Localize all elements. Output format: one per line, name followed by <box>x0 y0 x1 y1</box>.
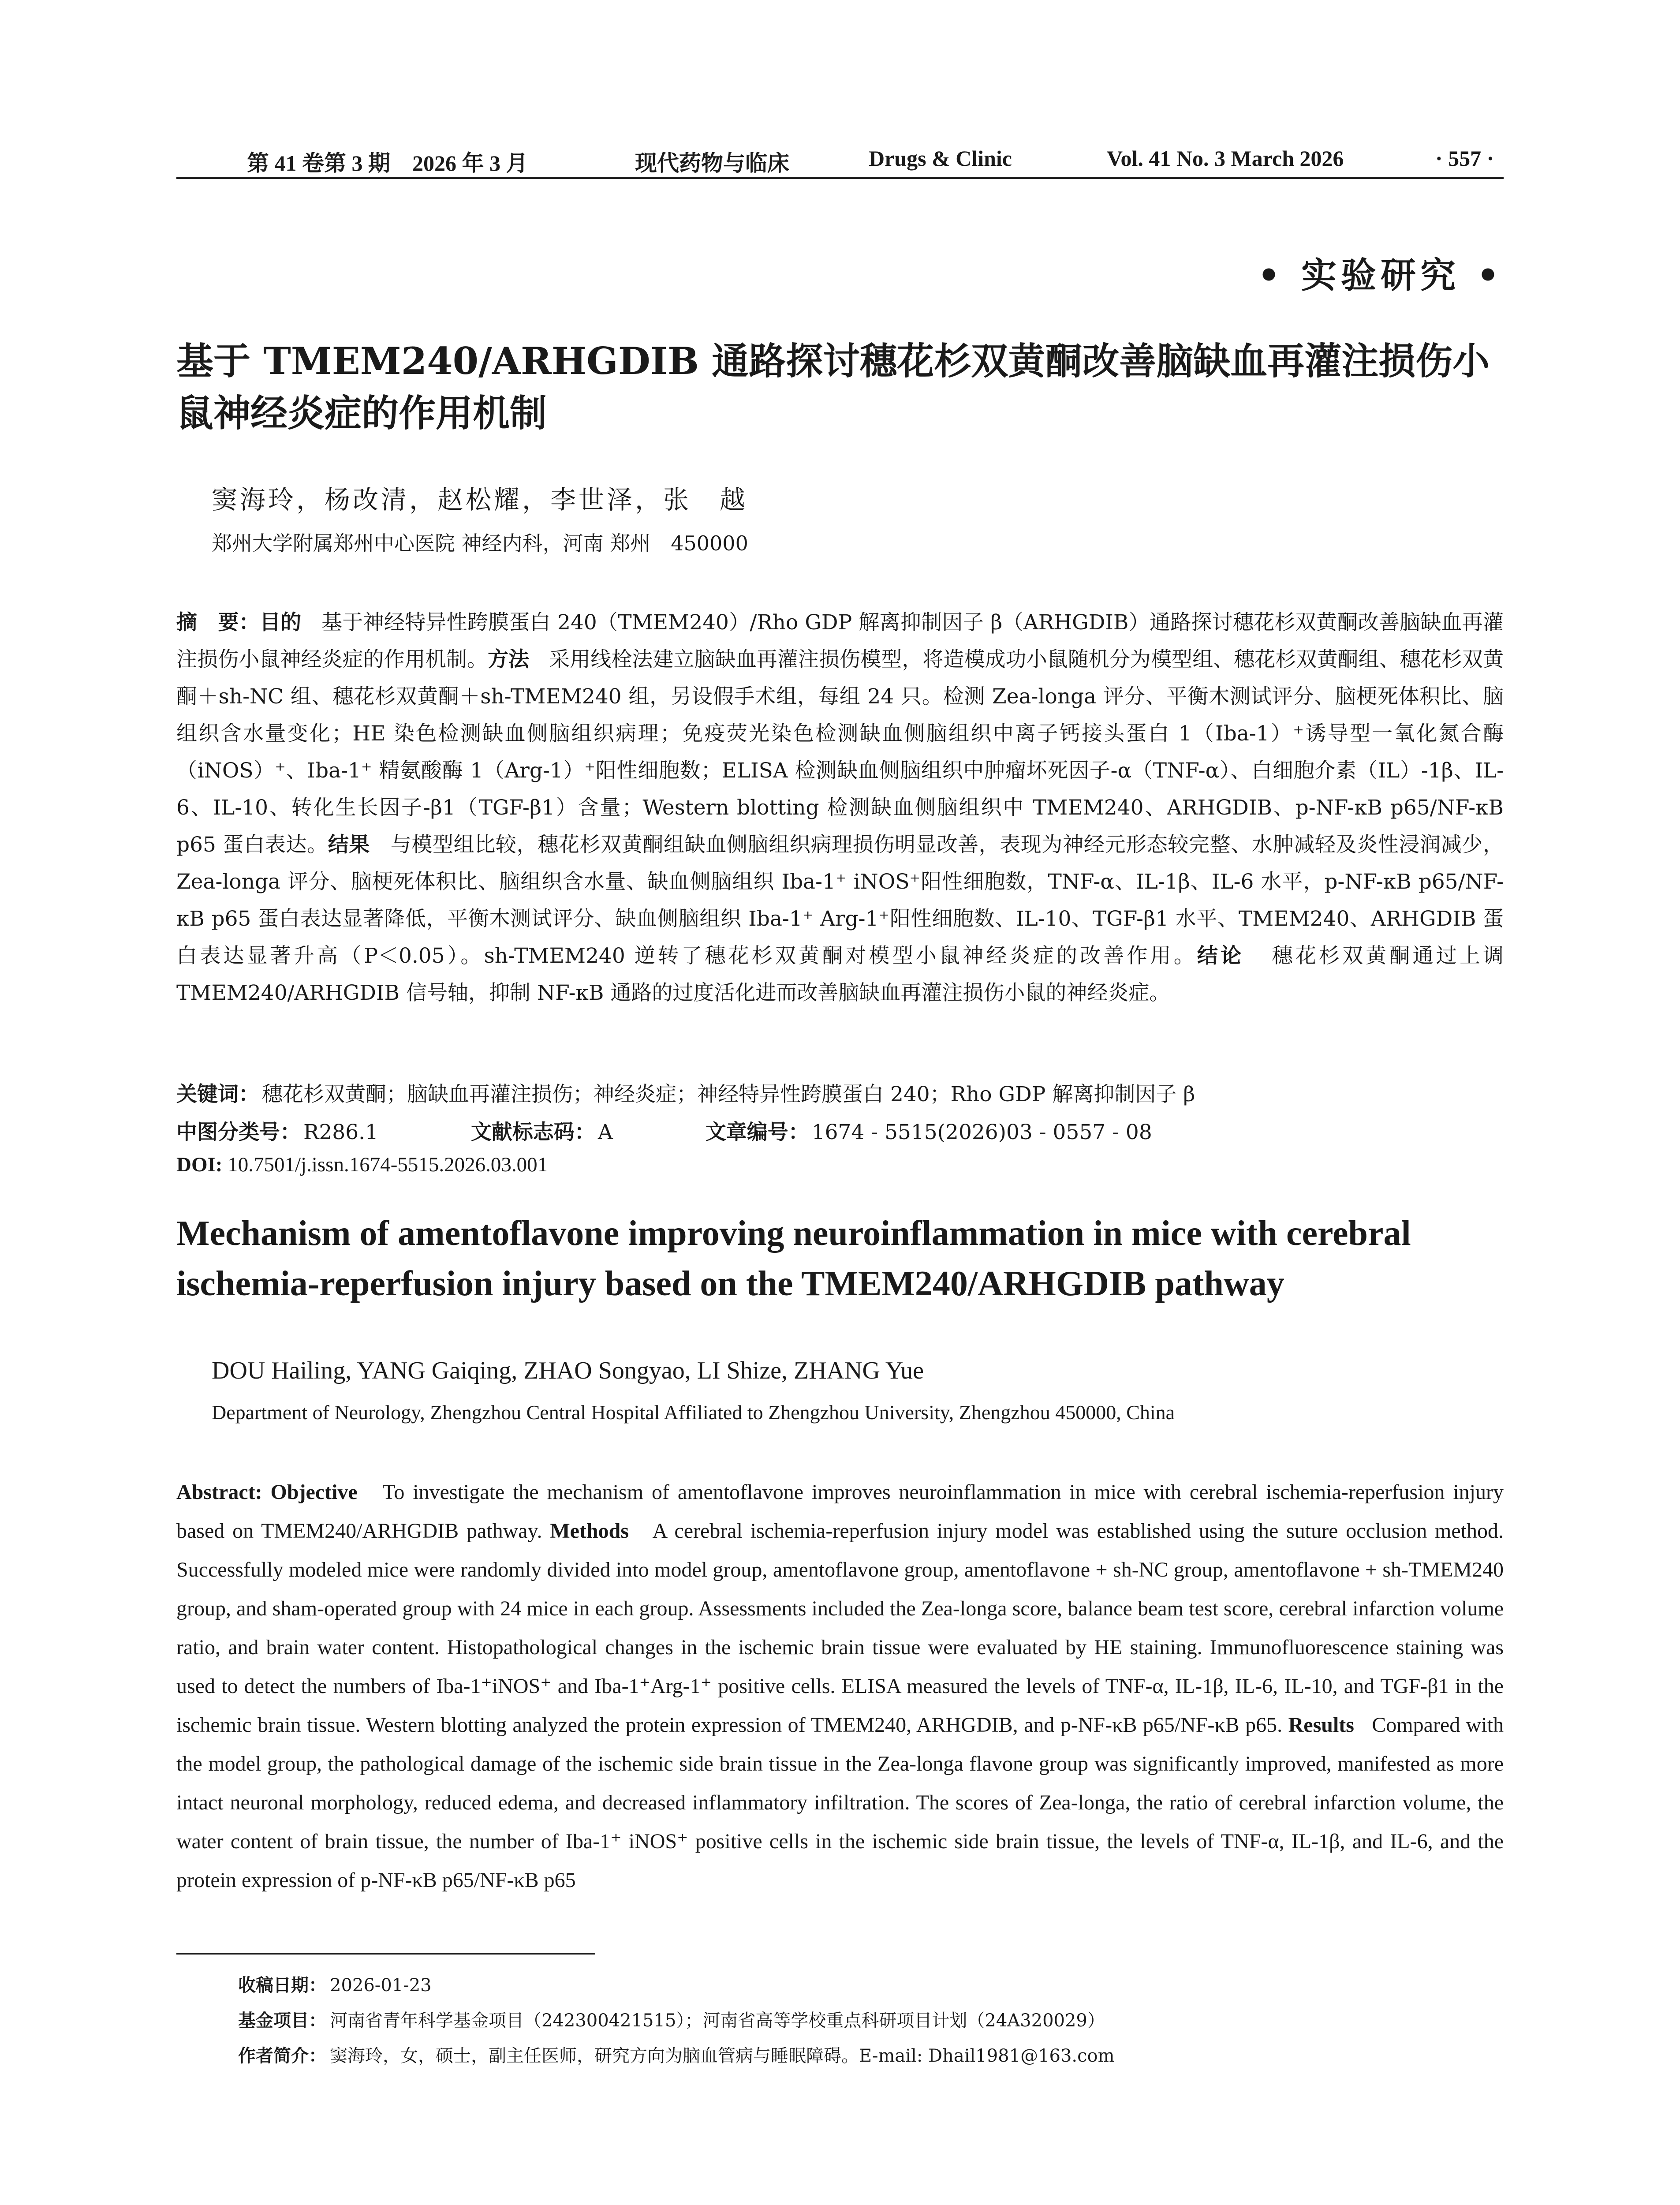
authors-en: DOU Hailing, YANG Gaiqing, ZHAO Songyao, LI Shize, ZHANG Yue <box>212 1357 924 1384</box>
abstract-zh <box>176 604 1504 1012</box>
header-journal-zh: 现代药物与临床 <box>635 151 789 176</box>
clc-label: 中图分类号： <box>176 1120 301 1144</box>
methods-en: A cerebral ischemia-reperfusion injury model was established using the suture occlusion method. Successfully modeled mice were randomly divided into model group, amentoflavone group, amentoflavone + sh-NC group, amentoflavone + sh-TMEM240 group, and sham-operated group with 24 mice in each group. Assessments included the Zea-longa score, balance beam test score, cerebral infarction volume ratio, and brain water content. Histopathological changes in the ischemic brain tissue were evaluated by HE staining. Immunofluorescence staining was used to detect the numbers of Iba-1⁺iNOS⁺ and Iba-1⁺Arg-1⁺ positive cells. ELISA measured the levels of TNF-α, IL-1β, IL-6, IL-10, and TGF-β1 in the ischemic brain tissue. Western blotting analyzed the protein expression of TMEM240, ARHGDIB, and p-NF-κB p65/NF-κB p65. <box>176 1519 1504 1737</box>
received-date: 2026-01-23 <box>330 1975 432 1996</box>
footnote-author <box>238 2042 1115 2067</box>
methods-zh-label: 方法 <box>487 647 530 672</box>
results-zh-label: 结果 <box>328 833 370 857</box>
clc-value: R286.1 <box>303 1120 378 1144</box>
methods-zh: 采用线栓法建立脑缺血再灌注损伤模型，将造模成功小鼠随机分为模型组、穗花杉双黄酮组、穗花杉双黄酮＋sh-NC 组、穗花杉双黄酮＋sh-TMEM240 组，另设假手术组，每组 24 只。检测 Zea-longa 评分、平衡木测试评分、脑梗死体积比、脑组织含水量变化；HE 染色检测缺血侧脑组织病理；免疫荧光染色检测缺血侧脑组织中离子钙接头蛋白 1（Iba-1）⁺诱导型一氧化氮合酶（iNOS）⁺、Iba-1⁺ 精氨酸酶 1（Arg-1）⁺阳性细胞数；ELISA 检测缺血侧脑组织中肿瘤坏死因子-α（TNF-α）、白细胞介素（IL）-1β、IL-6、IL-10、转化生长因子-β1（TGF-β1）含量；Western blotting 检测缺血侧脑组织中 TMEM240、ARHGDIB、p-NF-κB p65/NF-κB p65 蛋白表达。 <box>176 647 1504 857</box>
doc-code-label: 文献标志码： <box>470 1120 595 1144</box>
abstract-zh-label: 摘 要： <box>176 610 260 635</box>
header-page-number: · 557 · <box>1435 146 1494 171</box>
results-zh: 与模型组比较，穗花杉双黄酮组缺血侧脑组织病理损伤明显改善，表现为神经元形态较完整、水肿减轻及炎性浸润减少，Zea-longa 评分、脑梗死体积比、脑组织含水量、缺血侧脑组织 Iba-1⁺ iNOS⁺阳性细胞数，TNF-α、IL-1β、IL-6 水平，p-NF-κB p65/NF-κB p65 蛋白表达显著降低，平衡木测试评分、缺血侧脑组织 Iba-1⁺ Arg-1⁺阳性细胞数、IL-10、TGF-β1 水平、TMEM240、ARHGDIB 蛋白表达显著升高（P＜0.05）。sh-TMEM240 逆转了穗花杉双黄酮对模型小鼠神经炎症的改善作用。 <box>176 833 1504 968</box>
running-header <box>176 140 1504 180</box>
doi-line <box>176 1153 548 1177</box>
objective-zh-label: 目的 <box>260 610 302 635</box>
footnote-received <box>238 1971 432 1996</box>
keywords-line <box>176 1078 1195 1107</box>
author-bio-text: 窦海玲，女，硕士，副主任医师，研究方向为脑血管病与睡眠障碍。E-mail: Dhail1981@163.com <box>330 2046 1115 2066</box>
author-bio-label: 作者简介： <box>238 2046 326 2066</box>
keywords-label: 关键词： <box>176 1082 259 1106</box>
fund-text: 河南省青年科学基金项目（242300421515）；河南省高等学校重点科研项目计划（24A320029） <box>330 2011 1105 2031</box>
objective-zh: 基于神经特异性跨膜蛋白 240（TMEM240）/Rho GDP 解离抑制因子 β（ARHGDIB）通路探讨穗花杉双黄酮改善脑缺血再灌注损伤小鼠神经炎症的作用机制。 <box>176 610 1504 672</box>
keywords-text: 穗花杉双黄酮；脑缺血再灌注损伤；神经炎症；神经特异性跨膜蛋白 240；Rho GDP 解离抑制因子 β <box>262 1082 1195 1106</box>
footnote-rule <box>176 1953 595 1955</box>
affiliation-en: Department of Neurology, Zhengzhou Central Hospital Affiliated to Zhengzhou University, Zhengzhou 450000, China <box>212 1401 1175 1424</box>
conclusion-zh-label: 结论 <box>1197 944 1244 968</box>
methods-en-label: Methods <box>550 1519 629 1543</box>
header-rule <box>176 177 1504 179</box>
title-zh: 基于 TMEM240/ARHGDIB 通路探讨穗花杉双黄酮改善脑缺血再灌注损伤小鼠神经炎症的作用机制 <box>176 339 1490 435</box>
footnote-fund <box>238 2007 1105 2032</box>
affiliation-zh: 郑州大学附属郑州中心医院 神经内科，河南 郑州 450000 <box>212 531 748 555</box>
title-en: Mechanism of amentoflavone improving neuroinflammation in mice with cerebral ischemia-reperfusion injury based on the TMEM240/ARHGDIB pathway <box>176 1214 1411 1303</box>
fund-label: 基金项目： <box>238 2011 326 2031</box>
header-issue-en: Vol. 41 No. 3 March 2026 <box>1107 146 1344 171</box>
abstract-en-label: Abstract: Objective <box>176 1480 358 1504</box>
section-label: • 实验研究 • <box>1258 254 1504 296</box>
doi-label: DOI: <box>176 1153 223 1176</box>
article-no-label: 文章编号： <box>705 1120 809 1144</box>
article-no-value: 1674 - 5515(2026)03 - 0557 - 08 <box>811 1120 1152 1144</box>
header-journal-en: Drugs & Clinic <box>869 146 1012 171</box>
conclusion-zh: 穗花杉双黄酮通过上调 TMEM240/ARHGDIB 信号轴，抑制 NF-κB 通路的过度活化进而改善脑缺血再灌注损伤小鼠的神经炎症。 <box>176 944 1504 1005</box>
results-en-label: Results <box>1288 1713 1354 1737</box>
abstract-en <box>176 1473 1504 1900</box>
received-label: 收稿日期： <box>238 1975 326 1996</box>
objective-en: To investigate the mechanism of amentoflavone improves neuroinflammation in mice with cerebral ischemia-reperfusion injury based on TMEM240/ARHGDIB pathway. <box>176 1480 1504 1543</box>
classification-line <box>176 1116 1152 1145</box>
doc-code-value: A <box>597 1120 613 1144</box>
authors-zh: 窦海玲，杨改清，赵松耀，李世泽，张 越 <box>212 485 748 515</box>
results-en: Compared with the model group, the pathological damage of the ischemic side brain tissue in the Zea-longa flavone group was significantly improved, manifested as more intact neuronal morphology, reduced edema, and decreased inflammatory infiltration. The scores of Zea-longa, the ratio of cerebral infarction volume, the water content of brain tissue, the number of Iba-1⁺ iNOS⁺ positive cells in the ischemic side brain tissue, the levels of TNF-α, IL-1β, and IL-6, and the protein expression of p-NF-κB p65/NF-κB p65 <box>176 1713 1504 1892</box>
header-issue-zh: 第 41 卷第 3 期 2026 年 3 月 <box>247 151 528 176</box>
doi-value[interactable]: 10.7501/j.issn.1674-5515.2026.03.001 <box>228 1153 548 1176</box>
